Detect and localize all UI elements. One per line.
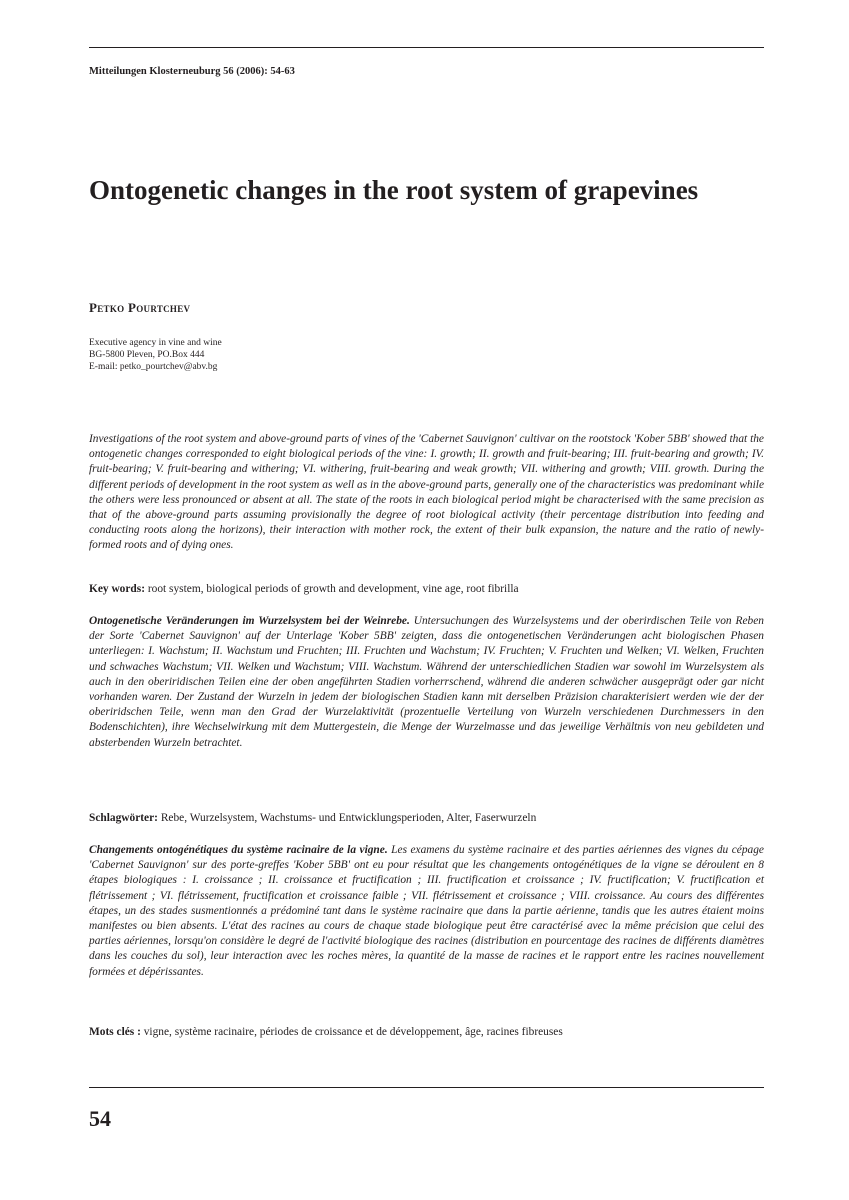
keywords-german [89,811,764,826]
keywords-french [89,1025,764,1040]
keywords-english [89,582,764,597]
abstract-german-text: Untersuchungen des Wurzelsystems und der oberirdischen Teile von Reben der Sorte 'Cabernet Sauvignon' auf der Unterlage 'Kober 5BB' zeigten, dass die ontogenetischen Veränderungen acht biologischen Phasen unterliegen: I. Wachstum; II. Wachstum und Fruchten; III. Fruchten und Wachstum; IV. Fruchten; V. Fruchten und Welken; VI. Welken, Fruchten und schwaches Wachstum; VII. Welken und Wachstum; VIII. Wachstum. Während der unterschiedlichen Stadien war sowohl im Wurzelsystem als auch in den oberiridischen Teilen eine der oben angeführten Stadien vorherrschend, während die anderen schwächer ausgeprägt oder gar nicht vorhanden waren. Der Zustand der Wurzeln in jedem der biologischen Stadien kann mit derselben Präzision charakterisiert werden wie der der oberiridschen Teile, wenn man den Grad der Wurzelaktivität (prozentuelle Verteilung von Wurzeln verschiedenen Durchmessers in den Bodenschichten), ihre Wechselwirkung mit dem Muttergestein, die Menge der Wurzelmasse und das jeweilige Verhältnis von neu gebildeten und absterbenden Wurzeln betrachtet. [89,615,764,749]
keywords-english-label: Key words: [89,583,145,595]
keywords-german-text: Rebe, Wurzelsystem, Wachstums- und Entwicklungsperioden, Alter, Faserwurzeln [160,812,537,824]
abstract-english [89,432,764,554]
affiliation-email[interactable]: E-mail: petko_pourtchev@abv.bg [89,362,218,372]
affiliation-line: Executive agency in vine and wine [89,338,222,348]
abstract-french-text: Les examens du système racinaire et des parties aériennes des vignes du cépage 'Cabernet Sauvignon' sur des porte-greffes 'Kober 5BB' ont eu pour résultat que les changements ontogénétiques de la vigne se déroulent en 8 étapes biologiques : I. croissance ; II. croissance et fructification ; III. fructification et croissance ; IV. fructification; V. fructification et flétrissement ; VI. flétrissement, fructification et croissance faible ; VII. flétrissement et croissance ; VIII. croissance. Au cours des différentes étapes, un des stades susmentionnés a prédominé tant dans le système racinaire que dans la partie aérienne, tandis que les autres étaient moins manifestes ou bien absents. L'état des racines au cours de chaque stade biologique peut être caractérisé avec la même précision que celui des parties aériennes, lorsqu'on considère le degré de l'activité biologique des racines (distribution en pourcentage des racines de différents diamètres dans les couches du sol), leur interaction avec les roches mères, la quantité de la masse de racines et le rapport entre les racines nouvellement formées et dépérissantes. [89,844,764,978]
keywords-french-label: Mots clés : [89,1026,141,1038]
page-number: 54 [89,1106,111,1131]
bottom-rule [89,1087,764,1088]
top-rule [89,47,764,48]
keywords-german-label: Schlagwörter: [89,812,158,824]
abstract-french [89,843,764,980]
abstract-german-title: Ontogenetische Veränderungen im Wurzelsystem bei der Weinrebe. [89,615,410,627]
abstract-french-title: Changements ontogénétiques du système racinaire de la vigne. [89,844,388,856]
author-name: Petko Pourtchev [89,300,191,315]
abstract-english-text: Investigations of the root system and above-ground parts of vines of the 'Cabernet Sauvignon' cultivar on the rootstock 'Kober 5BB' showed that the ontogenetic changes corresponded to eight biological periods of the vine: I. growth; II. growth and fruit-bearing; III. fruit-bearing and growth; IV. fruit-bearing; V. fruit-bearing and withering; VI. withering, fruit-bearing and weak growth; VII. withering and growth; VIII. growth. During the different periods of development in the root system as well as in the above-ground parts, generally one of the characteristics was predominant while the others were less pronounced or absent at all. The state of the roots in each biological period might be characterised with the same precision as that of the above-ground parts assuming provisionally the degree of root biological activity (their percentage distribution into feeding and conducting roots along the horizons), their interaction with mother rock, the extent of their bulk expansion, the nature and the ratio of newly-formed roots and of dying ones. [89,433,765,552]
affiliation [89,337,222,373]
article-title: Ontogenetic changes in the root system of grapevines [89,175,699,205]
abstract-german [89,614,764,751]
affiliation-address: BG-5800 Pleven, PO.Box 444 [89,350,205,360]
keywords-french-text: vigne, système racinaire, périodes de croissance et de développement, âge, racines fibreuses [143,1026,563,1038]
journal-citation: Mitteilungen Klosterneuburg 56 (2006): 54-63 [89,66,295,77]
keywords-english-text: root system, biological periods of growth and development, vine age, root fibrilla [147,583,519,595]
